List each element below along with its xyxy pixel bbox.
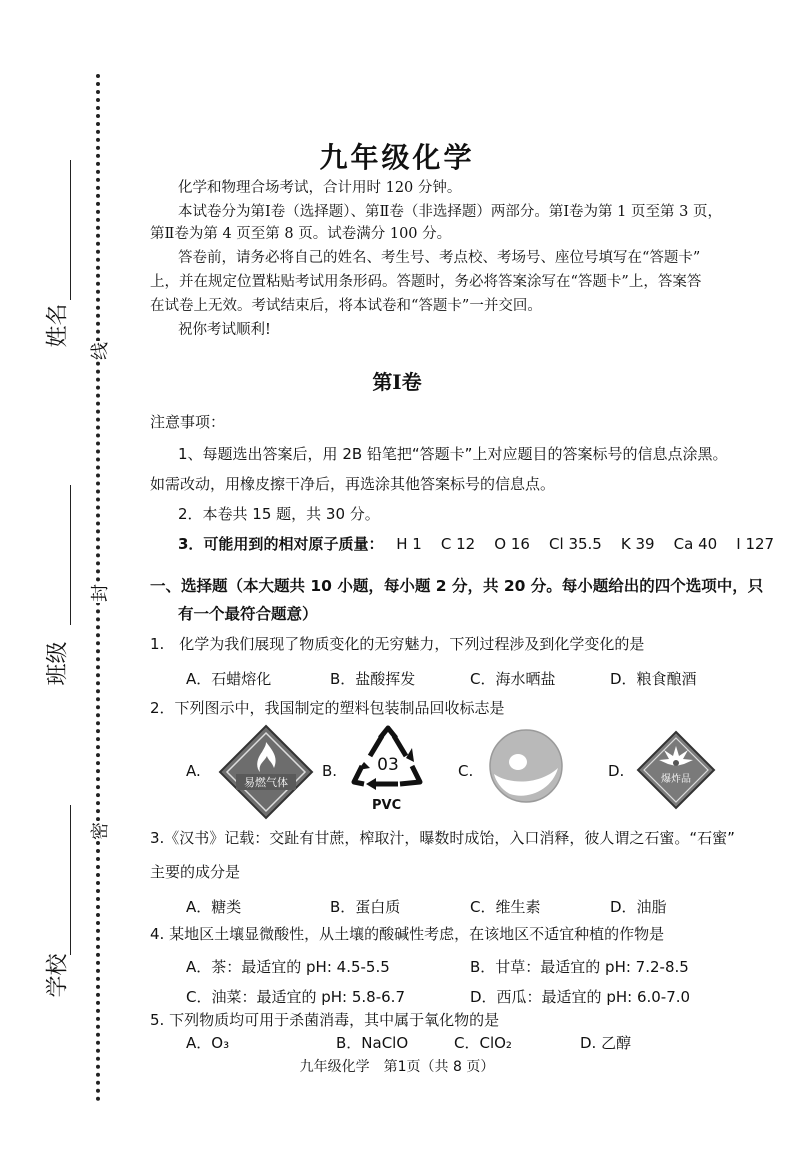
volume-title: 第Ⅰ卷 [372,370,422,394]
q5-option-d: D. 乙醇 [580,1034,632,1052]
notes-heading: 注意事项： [150,413,226,431]
note-1a: 1、每题选出答案后，用 2B 铅笔把“答题卡”上对应题目的答案标号的信息点涂黑。 [178,445,728,463]
note-2: 2．本卷共 15 题，共 30 分。 [178,505,380,523]
flammable-gas-sign-icon [218,724,314,820]
q2-option-b-label: B. [322,762,338,780]
name-label: 姓名 [45,303,71,348]
sign-d-text: 爆炸品 [661,774,691,785]
seal-char-seal: 封 [86,583,112,603]
q2-stem: 2．下列图示中，我国制定的塑料包装制品回收标志是 [150,699,505,717]
q3-option-d: D．油脂 [610,898,667,916]
class-blank-line [70,485,71,625]
section1-heading-a: 一、选择题（本大题共 10 小题，每小题 2 分，共 20 分。每小题给出的四个选项中，只 [150,577,764,595]
intro-line-4: 答卷前，请务必将自己的姓名、考生号、考点校、考场号、座位号填写在“答题卡” [178,250,701,266]
intro-line-3: 第Ⅱ卷为第 4 页至第 8 页。试卷满分 100 分。 [150,226,452,242]
school-label: 学校 [45,953,71,998]
intro-line-7: 祝你考试顺利! [178,322,271,338]
circular-logo-icon [488,728,564,804]
explosive-sign-icon [636,730,716,810]
recycle-code: PVC [372,798,402,813]
class-label: 班级 [45,641,71,686]
q4-stem: 4. 某地区土壤显微酸性，从土壤的酸碱性考虑，在该地区不适宜种植的作物是 [150,925,665,943]
seal-char-secret: 密 [86,821,112,841]
q3-option-b: B．蛋白质 [330,898,401,916]
note-1b: 如需改动，用橡皮擦干净后，再选涂其他答案标号的信息点。 [150,475,556,493]
q1-option-a: A．石蜡熔化 [186,670,272,688]
intro-line-1: 化学和物理合场考试，合计用时 120 分钟。 [178,180,462,196]
recycle-symbol-icon [350,726,426,796]
q2-option-d-label: D. [608,762,625,780]
page-title: 九年级化学 [319,141,475,174]
note-3-label: 3．可能用到的相对原子质量： [178,535,384,553]
q1-stem: 1. 化学为我们展现了物质变化的无穷魅力，下列过程涉及到化学变化的是 [150,635,645,653]
q5-option-c: C．ClO₂ [454,1034,512,1052]
school-blank-line [70,805,71,955]
q3-stem-b: 主要的成分是 [150,863,241,881]
seal-char-line: 线 [86,341,112,361]
sign-a-text: 易燃气体 [244,776,288,789]
intro-line-2: 本试卷分为第Ⅰ卷（选择题）、第Ⅱ卷（非选择题）两部分。第Ⅰ卷为第 1 页至第 3 页， [178,204,722,220]
q3-option-a: A．糖类 [186,898,242,916]
note-3 [178,532,774,556]
q4-option-b: B．甘草：最适宜的 pH: 7.2-8.5 [470,958,689,976]
section1-heading-b: 有一个最符合题意） [178,605,318,623]
intro-line-5: 上，并在规定位置粘贴考试用条形码。答题时，务必将答案涂写在“答题卡”上，答案答 [150,274,702,290]
q4-option-c: C．油菜：最适宜的 pH: 5.8-6.7 [186,988,405,1006]
q1-option-c: C．海水晒盐 [470,670,556,688]
q2-option-c-label: C. [458,762,474,780]
q2-option-a-label: A. [186,762,201,780]
q3-stem-a: 3.《汉书》记载：交趾有甘蔗，榨取汁，曝数时成饴，入口消释，彼人谓之石蜜。“石蜜” [150,829,735,847]
note-3-values: H 1 C 12 O 16 Cl 35.5 K 39 Ca 40 I 127 [396,535,775,553]
q4-option-d: D．西瓜：最适宜的 pH: 6.0-7.0 [470,988,691,1006]
page-footer: 九年级化学 第1页（共 8 页） [299,1059,495,1075]
q5-stem: 5. 下列物质均可用于杀菌消毒，其中属于氧化物的是 [150,1011,500,1029]
name-blank-line [70,160,71,300]
q5-option-b: B．NaClO [336,1034,409,1052]
intro-line-6: 在试卷上无效。考试结束后，将本试卷和“答题卡”一并交回。 [150,298,542,314]
q3-option-c: C．维生素 [470,898,541,916]
q4-option-a: A．茶：最适宜的 pH: 4.5-5.5 [186,958,390,976]
q5-option-a: A．O₃ [186,1034,230,1052]
q1-option-d: D．粮食酿酒 [610,670,697,688]
recycle-number: 03 [377,755,399,775]
q1-option-b: B．盐酸挥发 [330,670,416,688]
